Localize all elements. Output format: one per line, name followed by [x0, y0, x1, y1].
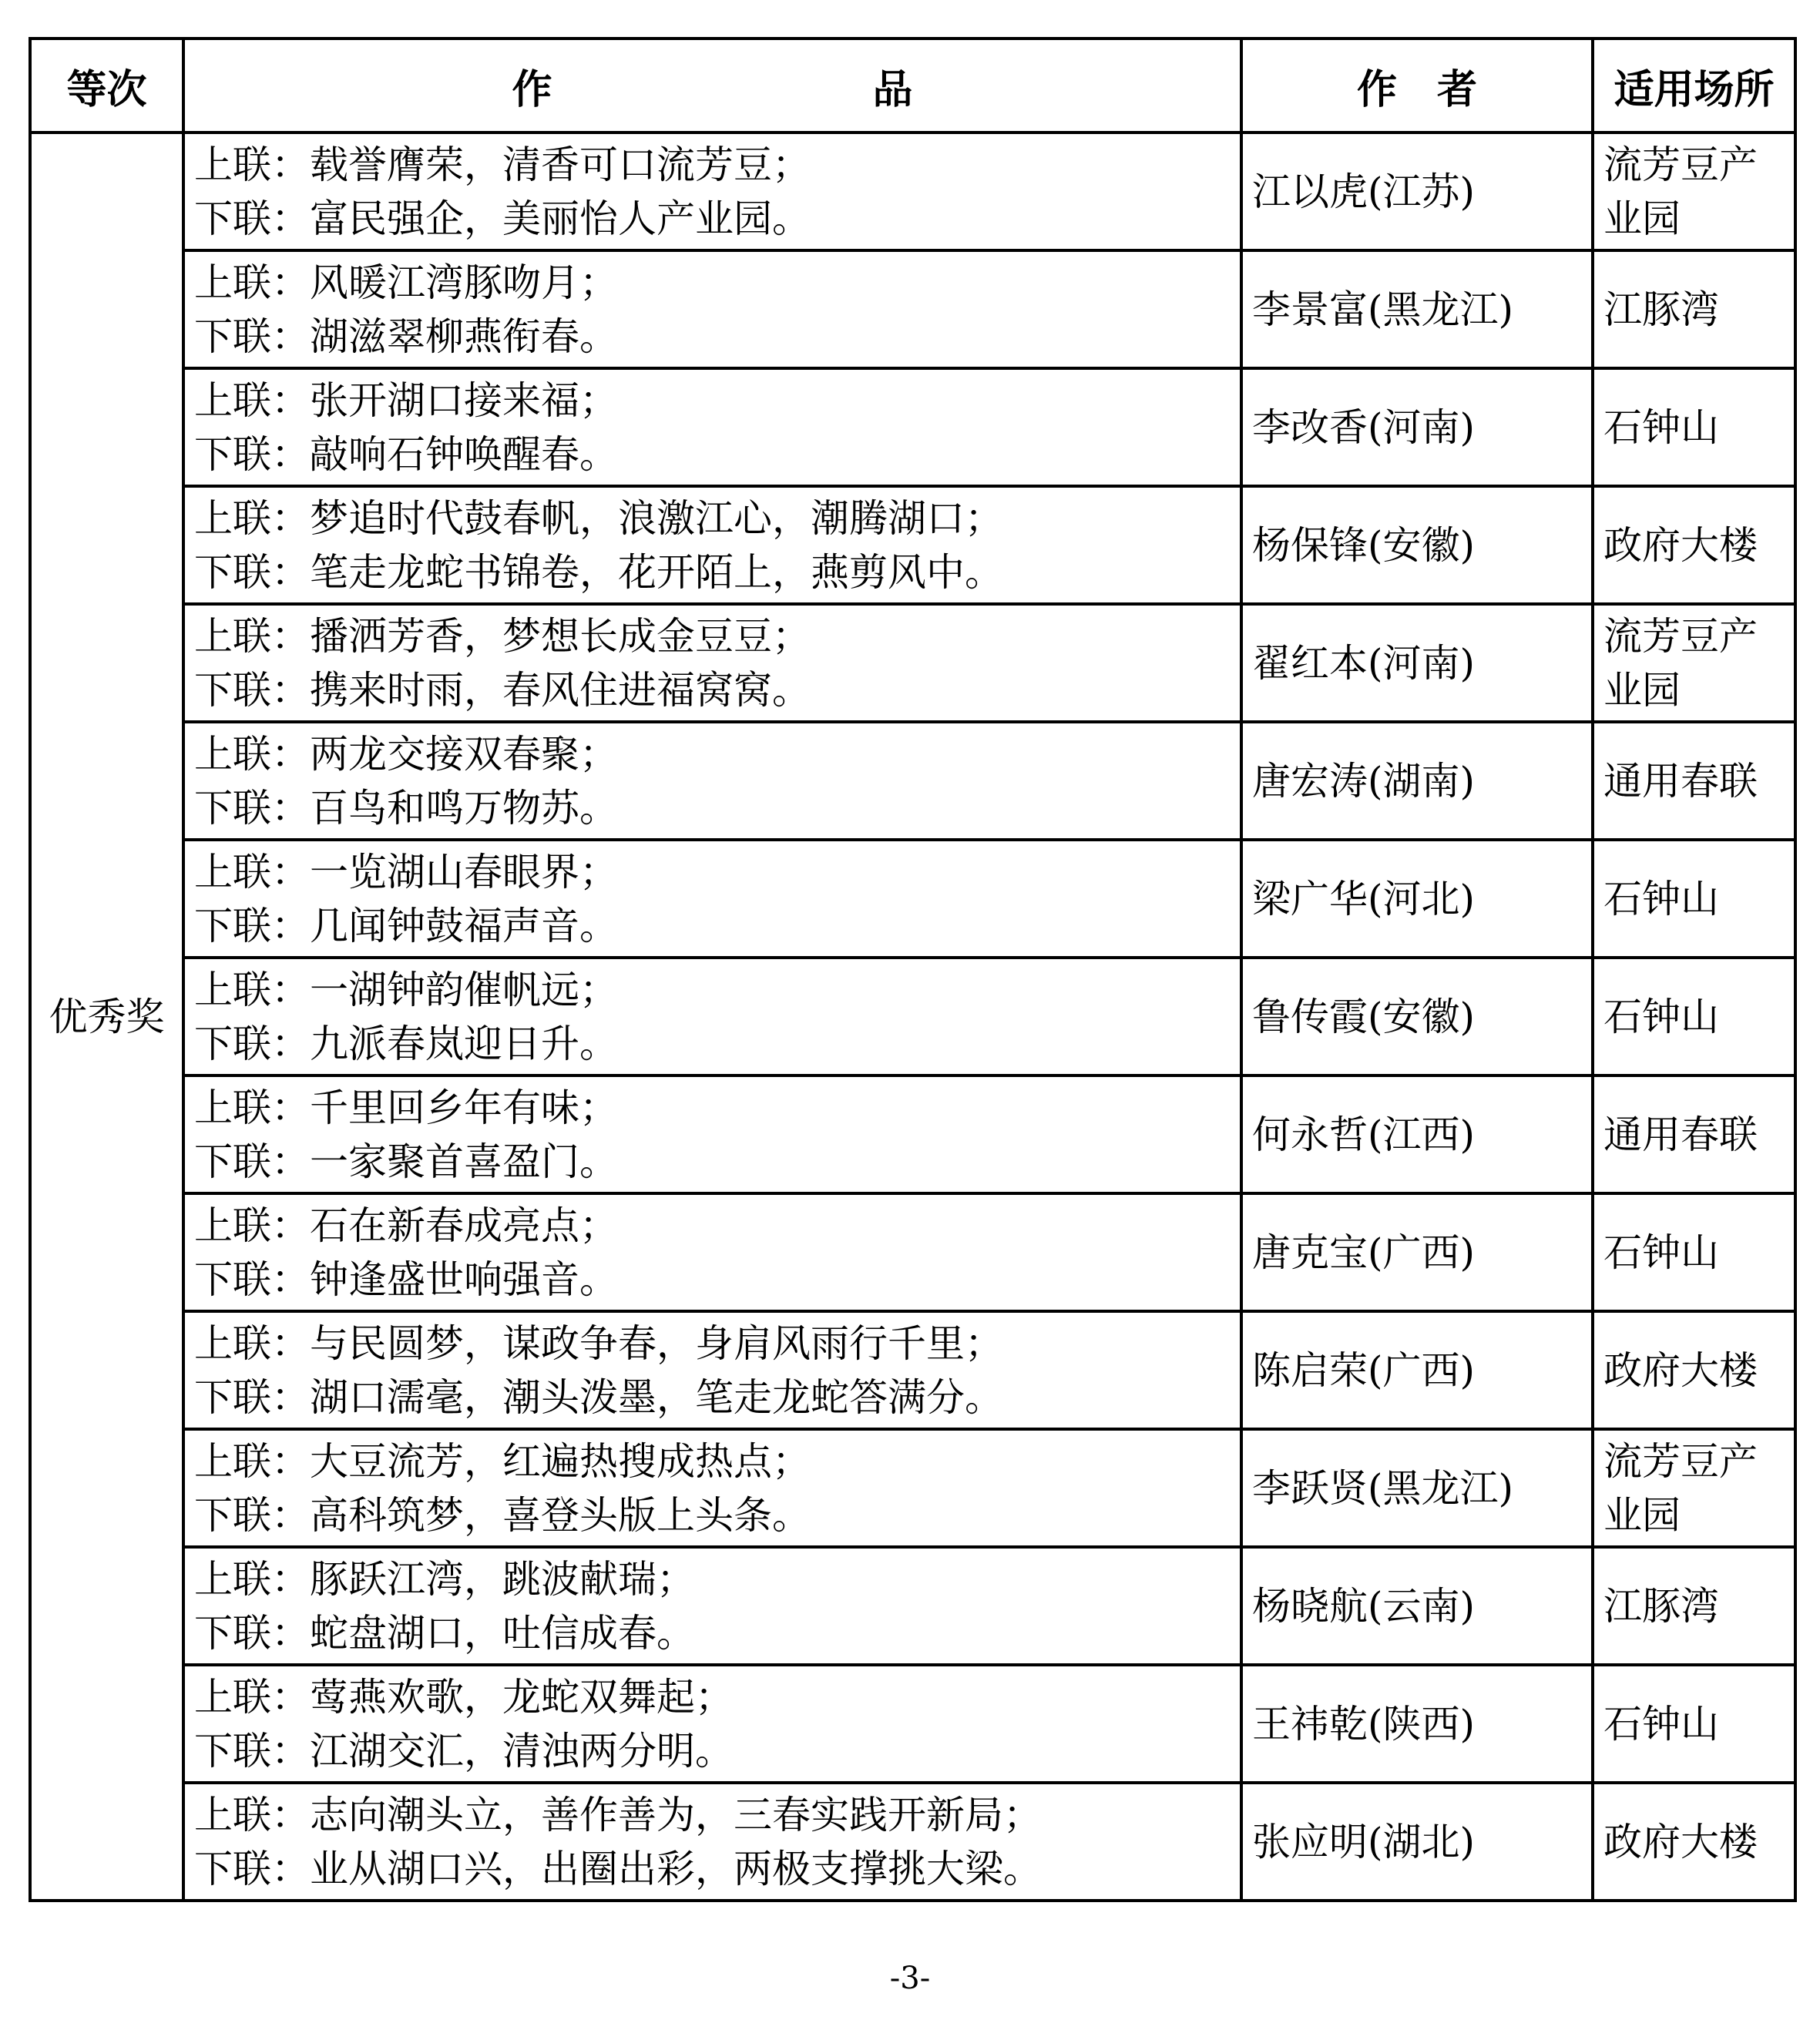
work-cell [183, 1665, 1241, 1783]
venue-cell: 石钟山 [1593, 1665, 1795, 1783]
lower-couplet: 下联：高科筑梦，喜登头版上头条。 [194, 1492, 811, 1538]
work-cell [183, 604, 1241, 722]
author-cell: 何永哲(江西) [1241, 1075, 1593, 1193]
lower-couplet: 下联：湖口濡毫，潮头泼墨，笔走龙蛇答满分。 [194, 1374, 1003, 1420]
lower-couplet: 下联：江湖交汇，清浊两分明。 [194, 1728, 734, 1773]
table-row [30, 1547, 1795, 1665]
venue-cell: 江豚湾 [1593, 250, 1795, 368]
table-row [30, 1193, 1795, 1311]
upper-couplet: 上联：豚跃江湾，跳波献瑞； [194, 1556, 695, 1602]
venue-cell: 政府大楼 [1593, 1783, 1795, 1901]
venue-cell: 流芳豆产业园 [1593, 133, 1795, 250]
work-cell [183, 368, 1241, 486]
table-row [30, 1783, 1795, 1901]
author-cell: 江以虎(江苏) [1241, 133, 1593, 250]
lower-couplet: 下联：几闻钟鼓福声音。 [194, 903, 618, 948]
work-cell [183, 1429, 1241, 1547]
work-cell [183, 1547, 1241, 1665]
work-cell [183, 840, 1241, 958]
work-cell [183, 1193, 1241, 1311]
work-cell [183, 1311, 1241, 1429]
lower-couplet: 下联：笔走龙蛇书锦卷，花开陌上，燕剪风中。 [194, 549, 1003, 595]
venue-cell: 石钟山 [1593, 840, 1795, 958]
author-cell: 王祎乾(陕西) [1241, 1665, 1593, 1783]
venue-cell: 政府大楼 [1593, 1311, 1795, 1429]
upper-couplet: 上联：风暖江湾豚吻月； [194, 260, 618, 305]
table-row [30, 604, 1795, 722]
upper-couplet: 上联：张开湖口接来福； [194, 377, 618, 423]
page-number: -3- [889, 1961, 931, 1996]
venue-cell: 政府大楼 [1593, 486, 1795, 604]
venue-cell: 石钟山 [1593, 958, 1795, 1075]
upper-couplet: 上联：大豆流芳，红遍热搜成热点； [194, 1438, 811, 1484]
table-row [30, 1075, 1795, 1193]
table-row [30, 722, 1795, 840]
work-cell [183, 722, 1241, 840]
lower-couplet: 下联：敲响石钟唤醒春。 [194, 431, 618, 477]
upper-couplet: 上联：石在新春成亮点； [194, 1203, 618, 1248]
author-cell: 唐宏涛(湖南) [1241, 722, 1593, 840]
work-cell [183, 1075, 1241, 1193]
lower-couplet: 下联：一家聚首喜盈门。 [194, 1139, 618, 1184]
venue-cell: 石钟山 [1593, 368, 1795, 486]
tier-cell: 优秀奖 [30, 133, 183, 1901]
venue-cell: 江豚湾 [1593, 1547, 1795, 1665]
award-table [29, 37, 1797, 1902]
upper-couplet: 上联：一览湖山春眼界； [194, 849, 618, 894]
table-row [30, 1665, 1795, 1783]
work-cell [183, 486, 1241, 604]
upper-couplet: 上联：志向潮头立，善作善为，三春实践开新局； [194, 1792, 1042, 1837]
upper-couplet: 上联：两龙交接双春聚； [194, 731, 618, 777]
table-row [30, 368, 1795, 486]
author-cell: 李改香(河南) [1241, 368, 1593, 486]
table-row [30, 486, 1795, 604]
upper-couplet: 上联：载誉膺荣，清香可口流芳豆； [194, 142, 811, 187]
author-cell: 陈启荣(广西) [1241, 1311, 1593, 1429]
work-cell [183, 250, 1241, 368]
lower-couplet: 下联：百鸟和鸣万物苏。 [194, 785, 618, 830]
upper-couplet: 上联：播洒芳香，梦想长成金豆豆； [194, 613, 811, 659]
lower-couplet: 下联：湖滋翠柳燕衔春。 [194, 314, 618, 359]
author-cell: 李跃贤(黑龙江) [1241, 1429, 1593, 1547]
work-cell [183, 133, 1241, 250]
table-row [30, 1311, 1795, 1429]
author-cell: 张应明(湖北) [1241, 1783, 1593, 1901]
author-cell: 李景富(黑龙江) [1241, 250, 1593, 368]
venue-cell: 流芳豆产业园 [1593, 1429, 1795, 1547]
header-venue: 适用场所 [1593, 39, 1795, 133]
header-tier: 等次 [30, 39, 183, 133]
author-cell: 杨保锋(安徽) [1241, 486, 1593, 604]
work-cell [183, 1783, 1241, 1901]
upper-couplet: 上联：千里回乡年有味； [194, 1085, 618, 1130]
work-cell [183, 958, 1241, 1075]
lower-couplet: 下联：携来时雨，春风住进福窝窝。 [194, 667, 811, 713]
author-cell: 杨晓航(云南) [1241, 1547, 1593, 1665]
author-cell: 鲁传霞(安徽) [1241, 958, 1593, 1075]
upper-couplet: 上联：梦追时代鼓春帆，浪激江心，潮腾湖口； [194, 495, 1003, 541]
venue-cell: 石钟山 [1593, 1193, 1795, 1311]
venue-cell: 通用春联 [1593, 1075, 1795, 1193]
lower-couplet: 下联：富民强企，美丽怡人产业园。 [194, 196, 811, 241]
author-cell: 翟红本(河南) [1241, 604, 1593, 722]
header-row [30, 39, 1795, 133]
lower-couplet: 下联：九派春岚迎日升。 [194, 1021, 618, 1066]
upper-couplet: 上联：莺燕欢歌，龙蛇双舞起； [194, 1674, 734, 1720]
upper-couplet: 上联：与民圆梦，谋政争春，身肩风雨行千里； [194, 1320, 1003, 1366]
table-row [30, 133, 1795, 250]
upper-couplet: 上联：一湖钟韵催帆远； [194, 967, 618, 1012]
table-row [30, 840, 1795, 958]
venue-cell: 流芳豆产业园 [1593, 604, 1795, 722]
table-row [30, 1429, 1795, 1547]
lower-couplet: 下联：蛇盘湖口，吐信成春。 [194, 1610, 695, 1656]
author-cell: 梁广华(河北) [1241, 840, 1593, 958]
author-cell: 唐克宝(广西) [1241, 1193, 1593, 1311]
table-row [30, 250, 1795, 368]
table-row [30, 958, 1795, 1075]
venue-cell: 通用春联 [1593, 722, 1795, 840]
lower-couplet: 下联：钟逢盛世响强音。 [194, 1257, 618, 1302]
lower-couplet: 下联：业从湖口兴，出圈出彩，两极支撑挑大梁。 [194, 1846, 1042, 1891]
header-author: 作 者 [1241, 39, 1593, 133]
header-work: 作 品 [183, 39, 1241, 133]
